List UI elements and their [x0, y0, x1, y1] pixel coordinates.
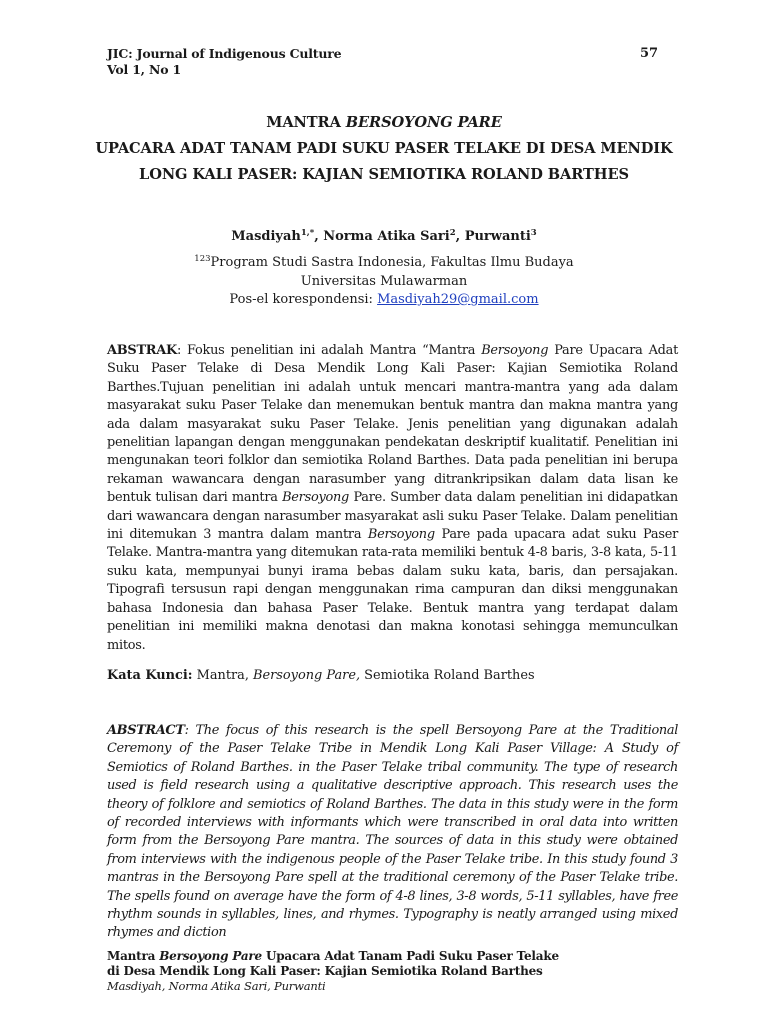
abstrak-paragraph — [107, 342, 678, 655]
running-header — [107, 46, 341, 78]
author-affiliation-marker: 2 — [449, 228, 456, 238]
kata-kunci-italic: Bersoyong Pare, — [253, 668, 361, 683]
abstrak-text: Pare pada upacara adat suku Paser Telake. Mantra-mantra yang ditemukan rata-rata memiliki bentuk 4-8 baris, 3-8 kata, 5-11 suku kata, mempunyai bunyi irama bebas dalam suku kata, baris, dan persajakan. Tipografi tersusun rapi dengan menggunakan rima campuran dan diksi menggunakan bahasa Indonesia dan bahasa Paser Telake. Bentuk mantra yang terdapat dalam penelitian ini memiliki makna denotasi dan makna konotasi sehingga memunculkan mitos. — [107, 527, 678, 653]
affiliation-marker: 123 — [194, 254, 211, 264]
title-line-2: UPACARA ADAT TANAM PADI SUKU PASER TELAKE DI DESA MENDIK — [95, 140, 673, 157]
affiliation-university: Universitas Mulawarman — [300, 273, 468, 289]
abstrak-italic: Bersoyong — [367, 527, 435, 543]
author-name: Masdiyah — [231, 229, 301, 244]
affiliation-line-1 — [90, 250, 678, 273]
kata-kunci-line — [107, 667, 678, 685]
title-line-3: LONG KALI PASER: KAJIAN SEMIOTIKA ROLAND BARTHES — [139, 166, 629, 183]
author-name: Norma Atika Sari — [323, 229, 450, 244]
author-list: Masdiyah$^{1,*}$, Norma Atika Sari$^2$, Purwanti$^3$ — [231, 228, 537, 244]
author-affiliation-marker: 3 — [530, 228, 537, 238]
abstrak-text: Pare Upacara Adat Suku Paser Telake di Desa Mendik Long Kali Paser: Kajian Semiotika Roland Barthes.Tujuan penelitian ini adalah untuk mencari mantra-mantra yang ada dalam masyarakat suku Paser Telake dan menemukan bentuk mantra dan makna mantra yang ada dalam masyarakat suku Paser Telake. Jenis penelitian yang digunakan adalah penelitian lapangan dengan menggunakan pendekatan deskriptif kualitatif. Penelitian ini mengunakan teori folklor dan semiotika Roland Barthes. Data pada penelitian ini berupa rekaman wawancara dengan narasumber yang ditrankripsikan dalam data lisan ke bentuk tulisan dari mantra — [107, 343, 679, 506]
title-line-1-italic: BERSOYONG PARE — [345, 114, 502, 131]
abstrak-label: ABSTRAK — [107, 343, 177, 358]
running-footer — [107, 949, 559, 994]
paper-title — [90, 110, 678, 188]
author-name: Purwanti — [464, 229, 531, 244]
abstract-label: ABSTRACT — [107, 723, 185, 738]
journal-name: JIC: Journal of Indigenous Culture — [107, 46, 342, 61]
footer-authors: Masdiyah, Norma Atika Sari, Purwanti — [107, 979, 326, 993]
page-number: 57 — [640, 46, 659, 61]
abstrak-italic: Bersoyong — [282, 490, 350, 506]
footer-title-rest: Upacara Adat Tanam Padi Suku Paser Telake — [261, 949, 559, 963]
affiliation-program: Program Studi Sastra Indonesia, Fakultas Ilmu Budaya — [210, 255, 574, 270]
abstract-paragraph — [107, 722, 678, 943]
abstrak-text: : Fokus penelitian ini adalah Mantra “Mantra — [176, 343, 482, 358]
abstrak-italic: Bersoyong — [481, 343, 549, 358]
abstrak-text: Pare. Sumber data dalam penelitian ini didapatkan dari wawancara dengan narasumber masyarakat asli suku Paser Telake. Dalam penelitian ini ditemukan 3 mantra dalam mantra — [107, 490, 678, 543]
abstract-text: : The focus of this research is the spell Bersoyong Pare at the Traditional Ceremony of the Paser Telake Tribe in Mendik Long Kali Paser Village: A Study of Semiotics of Roland Barthes. in the Paser Telake tribal community. The type of research used is field research using a qualitative descriptive approach. This research uses the theory of folklore and semiotics of Roland Barthes. The data in this study were in the form of recorded interviews with informants which were transcribed in oral data into written form from the Bersoyong Pare mantra. The sources of data in this study were obtained from interviews with the indigenous people of the Paser Telake tribe. In this study found 3 mantras in the Bersoyong Pare spell at the traditional ceremony of the Paser Telake tribe. The spells found on average have the form of 4-8 lines, 3-8 words, 5-11 syllables, have free rhythm sounds in syllables, lines, and rhymes. Typography is neatly arranged using mixed rhymes and diction — [107, 723, 678, 941]
correspondence-line — [90, 291, 678, 310]
kata-kunci-text: Mantra, — [192, 668, 254, 683]
title-line-1-prefix: MANTRA — [266, 114, 346, 131]
footer-title-line-2: di Desa Mendik Long Kali Paser: Kajian Semiotika Roland Barthes — [107, 964, 543, 978]
footer-title-prefix: Mantra — [107, 949, 160, 963]
title-line-1 — [90, 110, 678, 136]
correspondence-label: Pos-el korespondensi: — [229, 292, 378, 307]
footer-title-italic: Bersoyong Pare — [159, 949, 262, 963]
kata-kunci-label: Kata Kunci: — [107, 668, 193, 683]
author-affiliation-marker: 1,* — [300, 228, 315, 238]
footer-title-line-1 — [107, 949, 559, 964]
email-link[interactable]: Masdiyah29@gmail.com — [377, 292, 539, 307]
affiliation-block — [90, 250, 678, 310]
kata-kunci-text: Semiotika Roland Barthes — [360, 668, 535, 683]
journal-volume: Vol 1, No 1 — [107, 62, 182, 77]
